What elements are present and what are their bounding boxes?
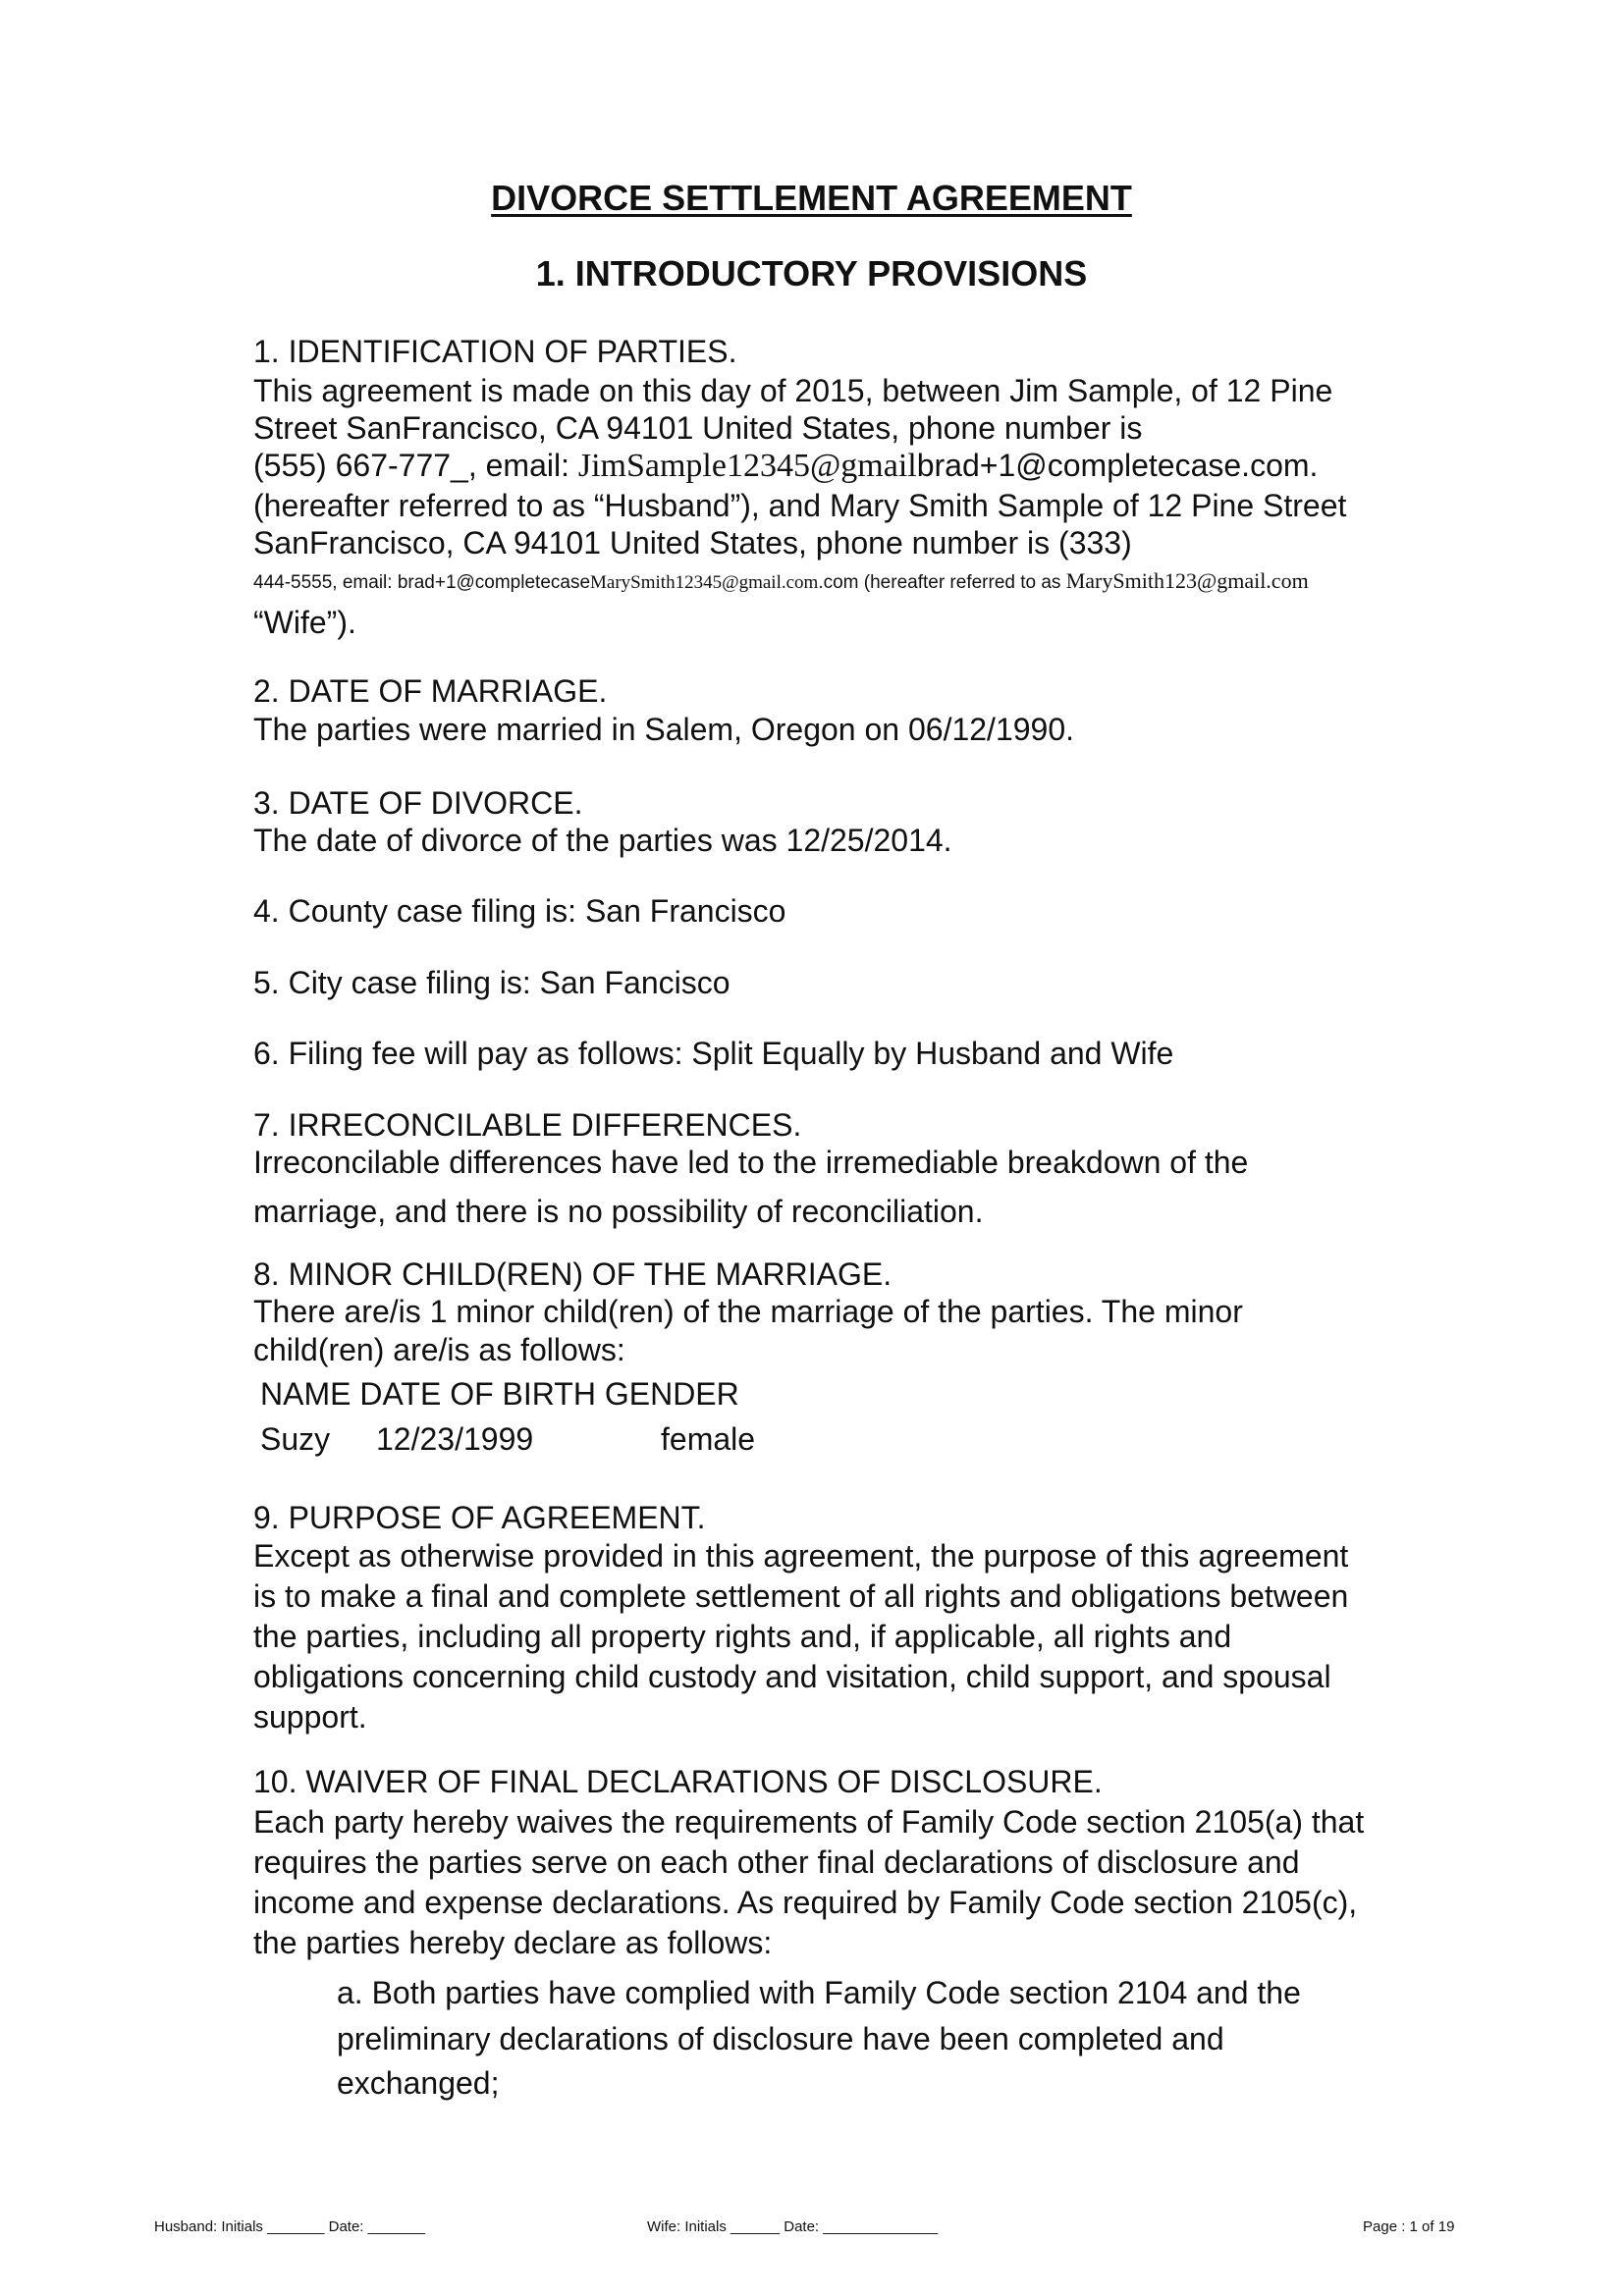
- child-name: Suzy: [260, 1421, 331, 1457]
- child-row: [260, 1421, 849, 1457]
- s1-line6-c: .com (hereafter referred to as: [818, 572, 1066, 593]
- s10-sub-a-line: preliminary declarations of disclosure have been completed and: [337, 2021, 1224, 2056]
- document-title-text: DIVORCE SETTLEMENT AGREEMENT: [491, 178, 1132, 218]
- s10-line: Each party hereby waives the requirements of Family Code section 2105(a) that: [253, 1804, 1365, 1840]
- s10-sub-a-line: exchanged;: [337, 2065, 500, 2101]
- s7-line1: Irreconcilable differences have led to the irremediable breakdown of the: [253, 1145, 1249, 1180]
- s8-line2: child(ren) are/is as follows:: [253, 1332, 625, 1367]
- s10-line: requires the parties serve on each other final declarations of disclosure and: [253, 1844, 1300, 1880]
- husband-email: brad+1@completecase.com.: [916, 448, 1319, 483]
- s1-line3-a: (555) 667-777_, email:: [253, 448, 578, 483]
- s1-line6-a: 444-5555, email: brad+1@completecase: [253, 572, 591, 593]
- s8-line1: There are/is 1 minor child(ren) of the marriage of the parties. The minor: [253, 1294, 1243, 1329]
- wife-email-old: MarySmith12345@gmail.com: [590, 572, 819, 593]
- s9-line: Except as otherwise provided in this agreement, the purpose of this agreement: [253, 1538, 1349, 1574]
- child-gender: female: [661, 1421, 756, 1457]
- husband-email-old: JimSample12345@gmail: [577, 448, 917, 484]
- s4-county-filing: 4. County case filing is: San Francisco: [253, 893, 786, 929]
- s1-line6: [253, 565, 1309, 595]
- document-title: [0, 179, 1623, 218]
- s9-line: is to make a final and complete settlement of all rights and obligations between: [253, 1578, 1349, 1614]
- s10-line: the parties hereby declare as follows:: [253, 1925, 773, 1960]
- s1-line7: “Wife”).: [253, 605, 356, 640]
- child-dob: 12/23/1999: [376, 1421, 534, 1457]
- s10-sub-a-line: a. Both parties have complied with Family Code section 2104 and the: [337, 1975, 1301, 2010]
- s1-line5: SanFrancisco, CA 94101 United States, phone number is (333): [253, 525, 1132, 561]
- footer-wife-initials: Wife: Initials ______ Date: ______________: [647, 2218, 939, 2235]
- s9-line: the parties, including all property rights and, if applicable, all rights and: [253, 1619, 1232, 1654]
- s2-heading: 2. DATE OF MARRIAGE.: [253, 673, 608, 709]
- s8-heading: 8. MINOR CHILD(REN) OF THE MARRIAGE.: [253, 1256, 893, 1292]
- s3-body: The date of divorce of the parties was 12/25/2014.: [253, 823, 952, 858]
- footer-page-number: Page : 1 of 19: [1363, 2218, 1455, 2235]
- s10-line: income and expense declarations. As required by Family Code section 2105(c),: [253, 1885, 1358, 1920]
- s7-heading: 7. IRRECONCILABLE DIFFERENCES.: [253, 1107, 802, 1143]
- section-title: 1. INTRODUCTORY PROVISIONS: [535, 253, 1088, 294]
- children-table-header: NAME DATE OF BIRTH GENDER: [260, 1376, 739, 1412]
- s9-line: obligations concerning child custody and visitation, child support, and spousal: [253, 1659, 1331, 1694]
- s1-line4: (hereafter referred to as “Husband”), and Mary Smith Sample of 12 Pine Street: [253, 488, 1347, 523]
- footer-husband-initials: Husband: Initials _______ Date: _______: [154, 2218, 426, 2235]
- s7-line2: marriage, and there is no possibility of reconciliation.: [253, 1194, 984, 1229]
- s3-heading: 3. DATE OF DIVORCE.: [253, 785, 583, 821]
- s6-filing-fee: 6. Filing fee will pay as follows: Split Equally by Husband and Wife: [253, 1036, 1174, 1071]
- s1-line2: Street SanFrancisco, CA 94101 United States, phone number is: [253, 410, 1143, 446]
- s1-line3: [253, 448, 1318, 484]
- wife-email-alt: MarySmith123@gmail.com: [1065, 568, 1309, 593]
- s9-line: support.: [253, 1699, 367, 1735]
- s5-city-filing: 5. City case filing is: San Fancisco: [253, 965, 730, 1000]
- s1-heading: 1. IDENTIFICATION OF PARTIES.: [253, 334, 737, 369]
- s1-line1: This agreement is made on this day of 2015, between Jim Sample, of 12 Pine: [253, 373, 1333, 408]
- s10-heading: 10. WAIVER OF FINAL DECLARATIONS OF DISCLOSURE.: [253, 1764, 1103, 1799]
- s2-body: The parties were married in Salem, Oregon on 06/12/1990.: [253, 712, 1075, 747]
- s9-heading: 9. PURPOSE OF AGREEMENT.: [253, 1500, 706, 1535]
